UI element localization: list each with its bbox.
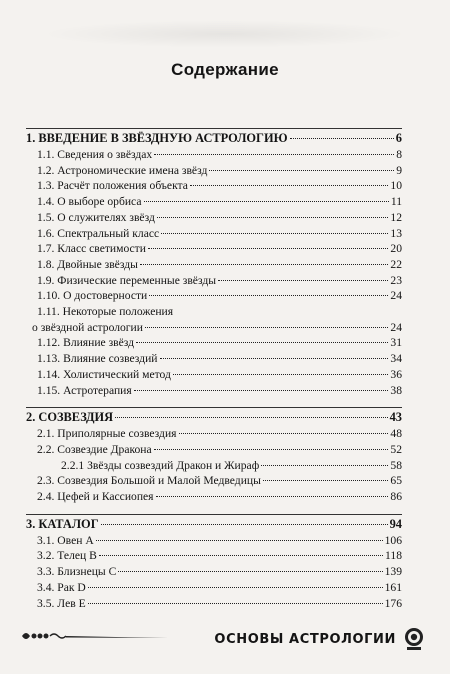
page-number: 43 (389, 410, 402, 425)
dot-leader (290, 138, 394, 139)
entry-title: 2.3. Созвездия Большой и Малой Медведицы (37, 474, 261, 488)
page-number: 13 (390, 226, 402, 240)
page-number: 65 (390, 474, 402, 488)
toc-entry-continued (26, 320, 402, 336)
page-number: 58 (390, 458, 402, 472)
page-number: 9 (396, 163, 402, 177)
entry-title: 1.7. Класс светимости (37, 242, 146, 256)
dot-leader (149, 295, 388, 296)
toc-entry (26, 489, 402, 505)
dot-leader (118, 571, 382, 572)
section-heading (26, 409, 402, 426)
toc-entry (26, 458, 402, 474)
toc-entry (26, 533, 402, 549)
page-number: 118 (385, 549, 402, 563)
entry-title: 1.4. О выборе орбиса (37, 195, 142, 209)
dot-leader (99, 555, 383, 556)
entry-title: 1.12. Влияние звёзд (37, 336, 135, 350)
toc-entry (26, 335, 402, 351)
dot-leader (154, 449, 389, 450)
entry-title: 1.9. Физические переменные звёзды (37, 273, 217, 287)
ornament-icon (20, 628, 170, 644)
toc-section (26, 407, 402, 505)
toc-entry (26, 383, 402, 399)
entry-title: 1.3. Расчёт положения объекта (37, 179, 188, 193)
dot-leader (218, 280, 388, 281)
page-title: Содержание (171, 60, 279, 79)
toc-entry (26, 147, 402, 163)
page-number: 23 (390, 273, 402, 287)
entry-title: 3.3. Близнецы С (37, 565, 117, 579)
entry-title: 1.10. О достоверности (37, 289, 148, 303)
footer-brand: ОСНОВЫ АСТРОЛОГИИ (214, 632, 396, 647)
dot-leader (157, 217, 389, 218)
toc-entry (26, 367, 402, 383)
section-heading (26, 130, 402, 147)
entry-title: 1.2. Астрономические имена звёзд (37, 163, 208, 177)
page-number: 48 (390, 427, 402, 441)
dot-leader (115, 417, 388, 418)
entry-title: 1.13. Влияние созвездий (37, 352, 158, 366)
toc-entry (26, 178, 402, 194)
page-number: 52 (390, 442, 402, 456)
page-number: 8 (396, 148, 402, 161)
page-number: 36 (390, 367, 402, 381)
entry-title: 2.1. Приполярные созвездия (37, 427, 177, 441)
toc-entry (26, 596, 402, 612)
entry-title: 1.14. Холистический метод (37, 367, 171, 381)
table-of-contents (26, 128, 402, 620)
dot-leader (148, 248, 388, 249)
dot-leader (190, 185, 389, 186)
toc-entry (26, 194, 402, 210)
page-number: 176 (384, 596, 402, 610)
dot-leader (209, 170, 394, 171)
dot-leader (156, 496, 389, 497)
dot-leader (173, 374, 389, 375)
page-number: 12 (390, 210, 402, 224)
toc-entry (26, 288, 402, 304)
toc-entry (26, 226, 402, 242)
entry-title: 1. ВВЕДЕНИЕ В ЗВЁЗДНУЮ АСТРОЛОГИЮ (26, 131, 288, 145)
toc-entry (26, 257, 402, 273)
entry-title: 2. СОЗВЕЗДИЯ (26, 410, 114, 425)
toc-entry (26, 442, 402, 458)
entry-title: 1.1. Сведения о звёздах (37, 148, 153, 161)
dot-leader (88, 603, 383, 604)
page-number: 38 (390, 383, 402, 397)
dot-leader (140, 264, 389, 265)
page-number: 24 (390, 320, 402, 334)
entry-title: 3.1. Овен А (37, 533, 94, 547)
dot-leader (101, 524, 388, 525)
page-number: 10 (390, 179, 402, 193)
page-bleed (40, 20, 410, 48)
dot-leader (160, 358, 389, 359)
toc-entry (26, 473, 402, 489)
dot-leader (154, 154, 394, 155)
page-number: 6 (395, 131, 402, 145)
page-number: 31 (390, 336, 402, 350)
toc-section (26, 128, 402, 398)
toc-entry (26, 241, 402, 257)
dot-leader (161, 233, 388, 234)
page-number: 139 (384, 565, 402, 579)
entry-title: 1.15. Астротерапия (37, 383, 132, 397)
toc-entry (26, 351, 402, 367)
entry-title: 3.4. Рак D (37, 580, 86, 594)
entry-title: 3.5. Лев E (37, 596, 86, 610)
entry-title: 1.6. Спектральный класс (37, 226, 160, 240)
page-number: 94 (389, 516, 402, 531)
entry-title: о звёздной астрологии (32, 320, 143, 334)
dot-leader (261, 465, 388, 466)
toc-entry (26, 273, 402, 289)
page-number: 34 (390, 352, 402, 366)
page-number: 22 (390, 257, 402, 271)
toc-entry (26, 210, 402, 226)
entry-title: 1.11. Некоторые положения (37, 305, 174, 319)
dot-leader (144, 201, 389, 202)
entry-title: 2.4. Цефей и Кассиопея (37, 490, 154, 504)
entry-title: 1.5. О служителях звёзд (37, 210, 155, 224)
entry-title: 1.8. Двойные звёзды (37, 257, 138, 271)
toc-entry (26, 580, 402, 596)
dot-leader (134, 390, 389, 391)
dot-leader (96, 540, 383, 541)
dot-leader (136, 342, 388, 343)
entry-title: 2.2. Созвездие Дракона (37, 442, 152, 456)
toc-entry (26, 548, 402, 564)
page-number: 161 (384, 580, 402, 594)
entry-title: 3. КАТАЛОГ (26, 516, 99, 531)
page-number: 20 (390, 242, 402, 256)
toc-entry (26, 426, 402, 442)
page-number: 106 (384, 533, 402, 547)
page-number: 86 (390, 490, 402, 504)
toc-section (26, 514, 402, 612)
page-footer (16, 624, 434, 654)
page-number: 11 (390, 195, 402, 209)
toc-entry (26, 163, 402, 179)
entry-title: 3.2. Телец В (37, 549, 97, 563)
section-heading (26, 516, 402, 533)
dot-leader (179, 433, 389, 434)
toc-entry (26, 304, 402, 320)
dot-leader (88, 587, 383, 588)
entry-title: 2.2.1 Звёзды созвездий Дракон и Жираф (61, 458, 260, 472)
toc-entry (26, 564, 402, 580)
publisher-logo-icon (402, 626, 426, 652)
dot-leader (145, 327, 388, 328)
page-number: 24 (390, 289, 402, 303)
dot-leader (263, 480, 389, 481)
